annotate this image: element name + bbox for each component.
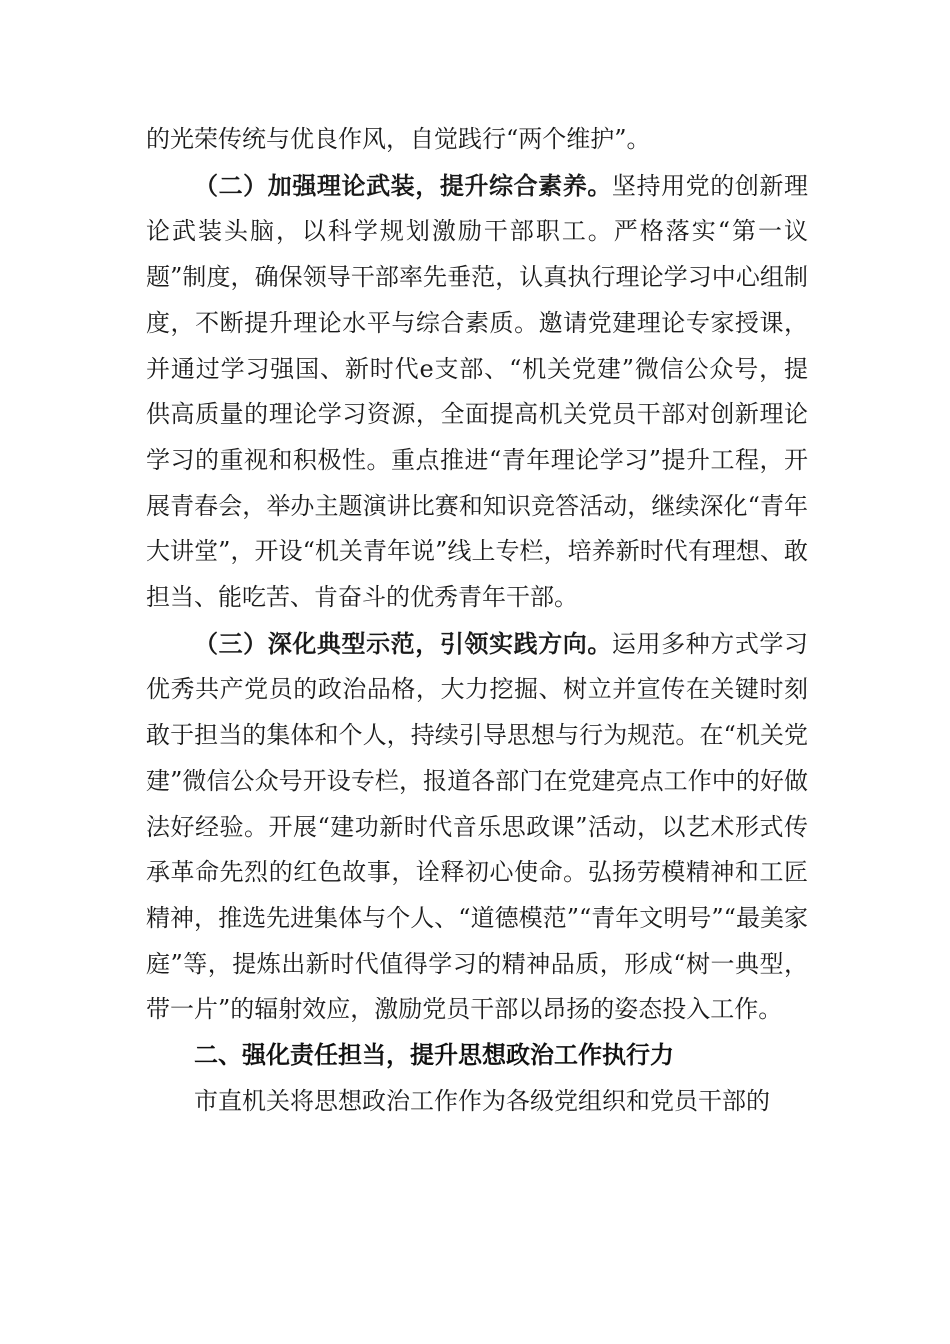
section-lead-2: （二）加强理论武装，提升综合素养。 — [194, 170, 612, 200]
document-body — [146, 117, 808, 1124]
section-paragraph-2 — [146, 163, 808, 621]
closing-paragraph: 市直机关将思想政治工作作为各级党组织和党员干部的 — [194, 1086, 770, 1115]
section-lead-3: （三）深化典型示范，引领实践方向。 — [194, 628, 612, 658]
chapter-heading-2: 二、强化责任担当，提升思想政治工作执行力 — [194, 1041, 674, 1070]
section-paragraph-3 — [146, 621, 808, 1033]
section-body-3: 运用多种方式学习优秀共产党员的政治品格，大力挖掘、树立并宣传在关键时刻敢于担当的集体和个人，持续引导思想与行为规范。在“机关党建”微信公众号开设专栏，报道各部门在党建亮点工作中的好做法好经验。开展“建功新时代音乐思政课”活动，以艺术形式传承革命先烈的红色故事，诠释初心使命。弘扬劳模精神和工匠精神，推选先进集体与个人、“道德模范”“青年文明号”“最美家庭”等，提炼出新时代值得学习的精神品质，形成“树一典型，带一片”的辐射效应，激励党员干部以昂扬的姿态投入工作。 — [146, 629, 809, 1024]
section-body-2: 坚持用党的创新理论武装头脑，以科学规划激励干部职工。严格落实“第一议题”制度，确保领导干部率先垂范，认真执行理论学习中心组制度，不断提升理论水平与综合素质。邀请党建理论专家授课，并通过学习强国、新时代e支部、“机关党建”微信公众号，提供高质量的理论学习资源，全面提高机关党员干部对创新理论学习的重视和积极性。重点推进“青年理论学习”提升工程，开展青春会，举办主题演讲比赛和知识竞答活动，继续深化“青年大讲堂”，开设“机关青年说”线上专栏，培养新时代有理想、敢担当、能吃苦、肯奋斗的优秀青年干部。 — [146, 171, 809, 612]
continuation-paragraph: 的光荣传统与优良作风，自觉践行“两个维护”。 — [146, 125, 651, 153]
